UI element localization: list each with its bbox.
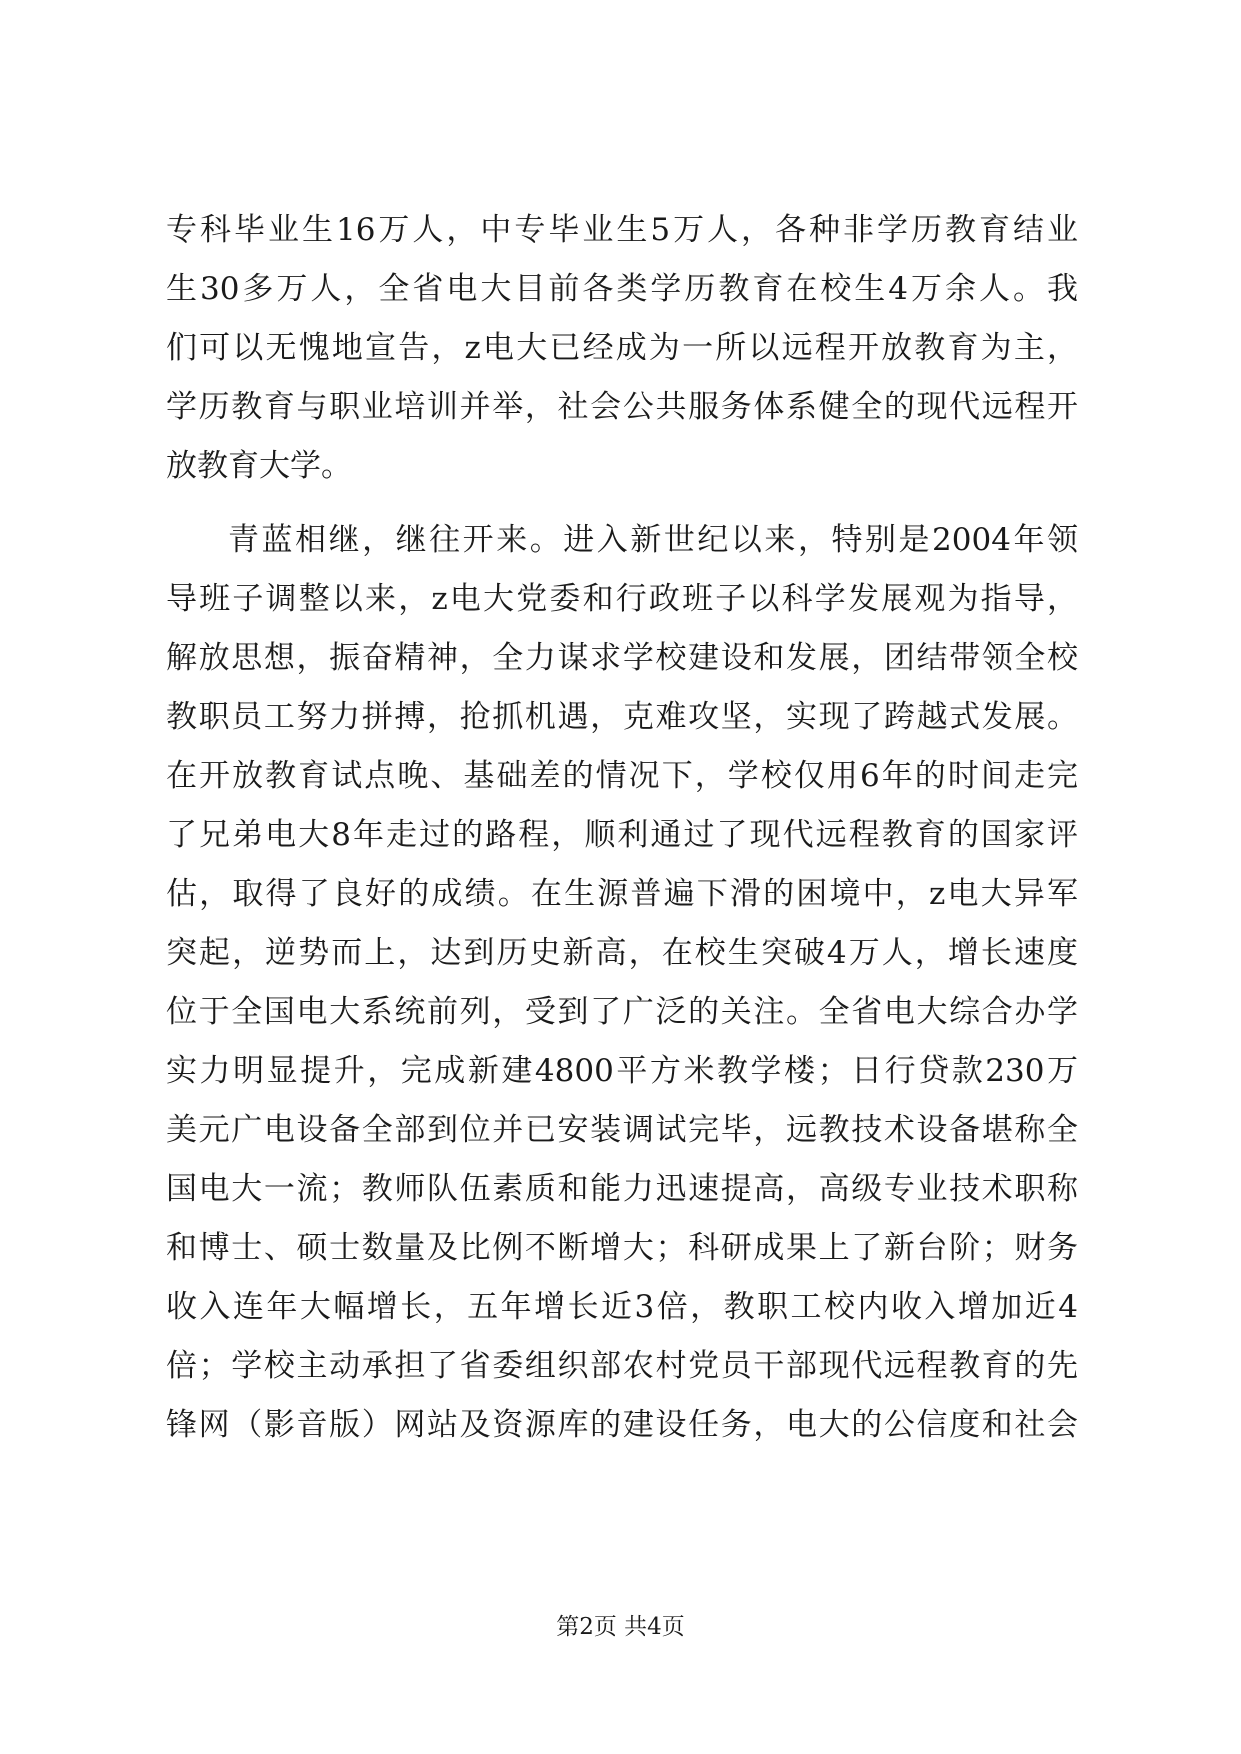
paragraph-2-line-8: 突起，逆势而上，达到历史新高，在校生突破4万人，增长速度 <box>166 935 1078 971</box>
paragraph-2-line-9: 位于全国电大系统前列，受到了广泛的关注。全省电大综合办学 <box>166 994 1078 1030</box>
paragraph-2-line-13: 和博士、硕士数量及比例不断增大；科研成果上了新台阶；财务 <box>166 1230 1078 1266</box>
paragraph-2-line-14: 收入连年大幅增长，五年增长近3倍，教职工校内收入增加近4 <box>166 1289 1078 1325</box>
paragraph-2-line-7: 估，取得了良好的成绩。在生源普遍下滑的困境中，z电大异军 <box>166 876 1078 912</box>
paragraph-1-line-2: 生30多万人，全省电大目前各类学历教育在校生4万余人。我 <box>166 271 1078 307</box>
paragraph-2-line-12: 国电大一流；教师队伍素质和能力迅速提高，高级专业技术职称 <box>166 1171 1078 1207</box>
paragraph-1-line-3: 们可以无愧地宣告，z电大已经成为一所以远程开放教育为主， <box>166 330 1078 366</box>
paragraph-2-line-2: 导班子调整以来，z电大党委和行政班子以科学发展观为指导， <box>166 581 1078 617</box>
page-number-footer: 第2页 共4页 <box>556 1614 685 1640</box>
paragraph-2-line-16: 锋网（影音版）网站及资源库的建设任务，电大的公信度和社会 <box>166 1407 1078 1443</box>
paragraph-2-line-1: 青蓝相继，继往开来。进入新世纪以来，特别是2004年领 <box>228 522 1078 558</box>
paragraph-1-line-1: 专科毕业生16万人，中专毕业生5万人，各种非学历教育结业 <box>166 212 1078 248</box>
paragraph-2-line-11: 美元广电设备全部到位并已安装调试完毕，远教技术设备堪称全 <box>166 1112 1078 1148</box>
paragraph-2-line-5: 在开放教育试点晚、基础差的情况下，学校仅用6年的时间走完 <box>166 758 1078 794</box>
paragraph-2-line-4: 教职员工努力拼搏，抢抓机遇，克难攻坚，实现了跨越式发展。 <box>166 699 1078 735</box>
paragraph-1-line-4: 学历教育与职业培训并举，社会公共服务体系健全的现代远程开 <box>166 389 1078 425</box>
paragraph-2-line-6: 了兄弟电大8年走过的路程，顺利通过了现代远程教育的国家评 <box>166 817 1078 853</box>
paragraph-1-line-5: 放教育大学。 <box>166 448 352 484</box>
paragraph-2-line-10: 实力明显提升，完成新建4800平方米教学楼；日行贷款230万 <box>166 1053 1078 1089</box>
paragraph-2-line-3: 解放思想，振奋精神，全力谋求学校建设和发展，团结带领全校 <box>166 640 1078 676</box>
paragraph-2-line-15: 倍；学校主动承担了省委组织部农村党员干部现代远程教育的先 <box>166 1348 1078 1384</box>
